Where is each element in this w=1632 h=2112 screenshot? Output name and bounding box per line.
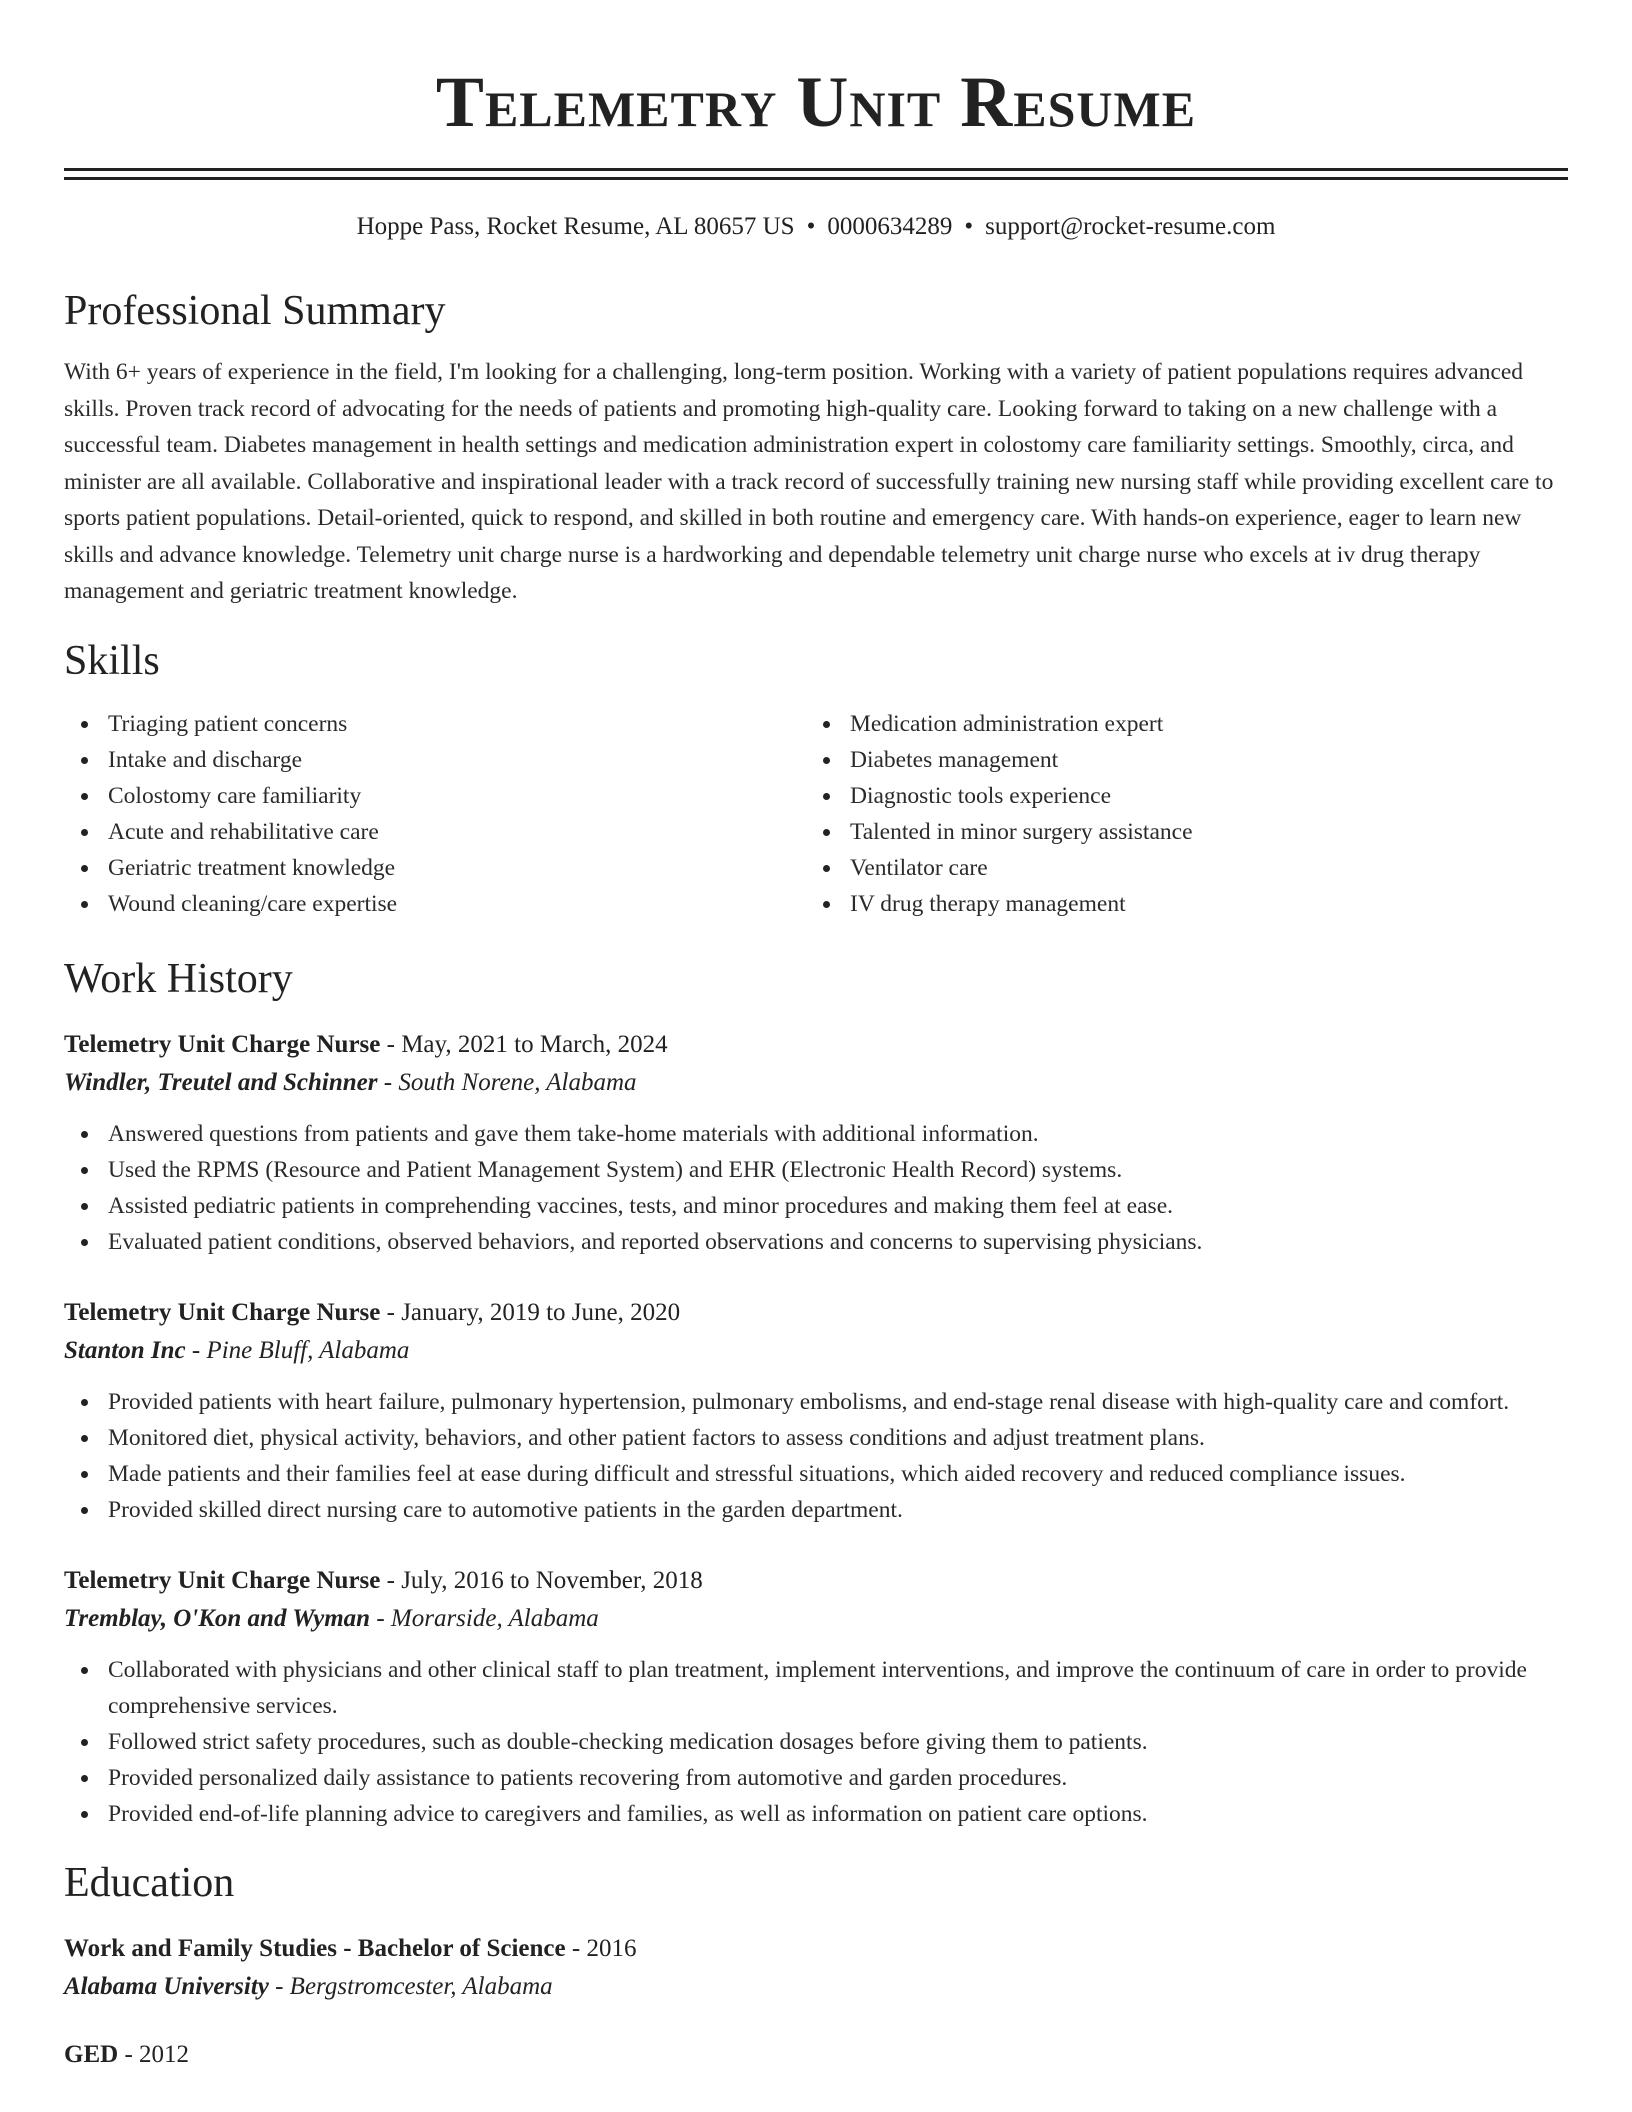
skill-item: Geriatric treatment knowledge <box>64 850 806 886</box>
skill-item: IV drug therapy management <box>806 886 1548 922</box>
job-header <box>64 1294 1568 1332</box>
job-company: Tremblay, O'Kon and Wyman <box>64 1604 371 1632</box>
education-location: - Bergstromcester, Alabama <box>268 1972 553 2000</box>
contact-address: Hoppe Pass, Rocket Resume, AL 80657 US <box>356 213 795 240</box>
job-employer <box>64 1600 1568 1638</box>
job-role: Telemetry Unit Charge Nurse <box>64 1030 381 1058</box>
skill-item: Diagnostic tools experience <box>806 778 1548 814</box>
list-item: Provided personalized daily assistance to patients recovering from automotive and garden procedures. <box>64 1760 1568 1796</box>
resume-title: Telemetry Unit Resume <box>435 62 1197 142</box>
job-entry <box>64 1026 1568 1260</box>
job-entry <box>64 1294 1568 1528</box>
skill-item: Intake and discharge <box>64 742 806 778</box>
education-heading: Education <box>64 1859 235 1906</box>
job-company: Stanton Inc <box>64 1336 186 1364</box>
skills-grid <box>64 706 1568 922</box>
skill-item: Ventilator care <box>806 850 1548 886</box>
list-item: Collaborated with physicians and other clinical staff to plan treatment, implement interventions, and improve the continuum of care in order to provide comprehensive services. <box>64 1652 1568 1724</box>
job-employer <box>64 1332 1568 1370</box>
education-degree: Work and Family Studies - Bachelor of Science <box>64 1934 566 1962</box>
job-duties <box>64 1652 1568 1832</box>
education-year: - 2012 <box>118 2040 190 2068</box>
skills-heading: Skills <box>64 637 160 684</box>
list-item: Monitored diet, physical activity, behaviors, and other patient factors to assess conditions and adjust treatment plans. <box>64 1420 1568 1456</box>
job-location: - South Norene, Alabama <box>377 1068 637 1096</box>
education-school: Alabama University <box>64 1972 269 2000</box>
list-item: Assisted pediatric patients in comprehending vaccines, tests, and minor procedures and making them feel at ease. <box>64 1188 1568 1224</box>
job-entry <box>64 1562 1568 1832</box>
list-item: Answered questions from patients and gave them take-home materials with additional information. <box>64 1116 1568 1152</box>
education-school-line <box>64 1968 1568 2006</box>
job-role: Telemetry Unit Charge Nurse <box>64 1298 381 1326</box>
job-employer <box>64 1064 1568 1102</box>
education-entry <box>64 1930 1568 2006</box>
list-item: Provided end-of-life planning advice to caregivers and families, as well as information on patient care options. <box>64 1796 1568 1832</box>
list-item: Followed strict safety procedures, such as double-checking medication dosages before giving them to patients. <box>64 1724 1568 1760</box>
education-entry <box>64 2036 1568 2074</box>
contact-separator: • <box>964 213 974 240</box>
job-company: Windler, Treutel and Schinner <box>64 1068 378 1096</box>
skill-item: Triaging patient concerns <box>64 706 806 742</box>
title-divider <box>64 168 1568 180</box>
work-history-heading: Work History <box>64 955 293 1002</box>
resume-page <box>64 0 1568 2112</box>
job-dates: - May, 2021 to March, 2024 <box>380 1030 668 1058</box>
contact-line <box>64 210 1568 244</box>
job-header <box>64 1026 1568 1064</box>
list-item: Made patients and their families feel at ease during difficult and stressful situations, which aided recovery and reduced compliance issues. <box>64 1456 1568 1492</box>
summary-text: With 6+ years of experience in the field, I'm looking for a challenging, long-term position. Working with a variety of patient populations requires advanced skills. Proven track record of advocating for the needs of patients and promoting high-quality care. Looking forward to taking on a new challenge with a successful team. Diabetes management in health settings and medication administration expert in colostomy care familiarity settings. Smoothly, circa, and minister are all available. Collaborative and inspirational leader with a track record of successfully training new nursing staff while providing excellent care to sports patient populations. Detail-oriented, quick to respond, and skilled in both routine and emergency care. With hands-on experience, eager to learn new skills and advance knowledge. Telemetry unit charge nurse is a hardworking and dependable telemetry unit charge nurse who excels at iv drug therapy management and geriatric treatment knowledge. <box>64 359 1554 604</box>
education-degree: GED <box>64 2040 119 2068</box>
job-dates: - July, 2016 to November, 2018 <box>380 1566 703 1594</box>
job-location: - Pine Bluff, Alabama <box>185 1336 410 1364</box>
skills-left-column <box>64 706 806 922</box>
contact-email[interactable]: support@rocket-resume.com <box>985 213 1276 240</box>
skill-item: Talented in minor surgery assistance <box>806 814 1548 850</box>
skill-item: Medication administration expert <box>806 706 1548 742</box>
skill-item: Diabetes management <box>806 742 1548 778</box>
list-item: Provided patients with heart failure, pulmonary hypertension, pulmonary embolisms, and end-stage renal disease with high-quality care and comfort. <box>64 1384 1568 1420</box>
skill-item: Wound cleaning/care expertise <box>64 886 806 922</box>
skill-item: Colostomy care familiarity <box>64 778 806 814</box>
list-item: Provided skilled direct nursing care to automotive patients in the garden department. <box>64 1492 1568 1528</box>
education-header <box>64 2036 1568 2074</box>
education-year: - 2016 <box>565 1934 637 1962</box>
job-header <box>64 1562 1568 1600</box>
job-location: - Morarside, Alabama <box>370 1604 599 1632</box>
education-header <box>64 1930 1568 1968</box>
skill-item: Acute and rehabilitative care <box>64 814 806 850</box>
list-item: Evaluated patient conditions, observed behaviors, and reported observations and concerns to supervising physicians. <box>64 1224 1568 1260</box>
job-duties <box>64 1116 1568 1260</box>
job-duties <box>64 1384 1568 1528</box>
skills-right-column <box>806 706 1548 922</box>
contact-separator: • <box>806 213 816 240</box>
job-role: Telemetry Unit Charge Nurse <box>64 1566 381 1594</box>
job-dates: - January, 2019 to June, 2020 <box>380 1298 681 1326</box>
contact-phone: 0000634289 <box>827 213 953 240</box>
list-item: Used the RPMS (Resource and Patient Management System) and EHR (Electronic Health Record) systems. <box>64 1152 1568 1188</box>
summary-heading: Professional Summary <box>64 288 446 334</box>
